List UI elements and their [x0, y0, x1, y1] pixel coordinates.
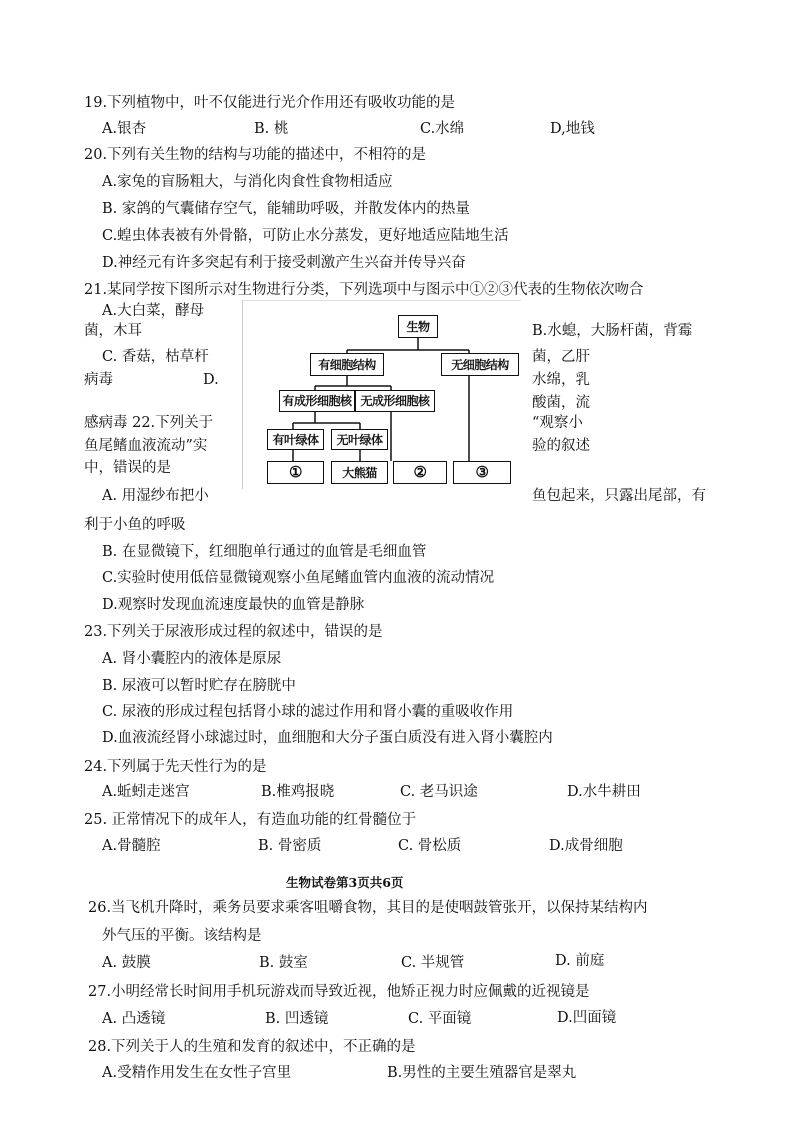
q21-left-line-6: 鱼尾鳍血液流动”实 — [84, 438, 208, 454]
q22-option-a-continued: 利于小鱼的呼吸 — [84, 517, 186, 533]
q26-option-c: C. 半规管 — [401, 955, 465, 971]
q21-left-line-3: C. 香菇，枯草杆 — [102, 349, 209, 365]
q23-option-a: A. 肾小囊腔内的液体是原尿 — [102, 651, 282, 667]
q24-option-b: B.椎鸡报晓 — [261, 784, 335, 800]
q27-option-d: D.凹面镜 — [557, 1010, 617, 1026]
q20-option-a: A.家兔的盲肠粗大，与消化肉食性食物相适应 — [102, 174, 393, 190]
q25-option-a: A.骨髓腔 — [102, 838, 161, 854]
q22-option-a-right: 鱼包起来，只露出尾部，有 — [532, 488, 706, 504]
q21-left-line-2: 菌，木耳 — [84, 323, 142, 339]
node-nucleated: 有成形细胞核 — [279, 390, 355, 412]
q21-right-line-2: 菌，乙肝 — [532, 349, 590, 365]
q21-left-line-5: 感病毒 22.下列关于 — [84, 415, 214, 431]
q21-left-line-1: A.大白菜，酵母 — [102, 303, 205, 319]
q21-right-line-1: B.水螅，大肠杆菌，背霉 — [532, 323, 693, 339]
node-cellular: 有细胞结构 — [310, 353, 384, 376]
q22-option-b: B. 在显微镜下，红细胞单行通过的血管是毛细血管 — [102, 544, 427, 560]
leaf-3: ③ — [453, 461, 511, 484]
q19-stem: 19.下列植物中，叶不仅能进行光介作用还有吸收功能的是 — [84, 95, 456, 111]
q20-option-d: D.神经元有许多突起有利于接受刺激产生兴奋并传导兴奋 — [102, 255, 466, 271]
q19-option-d: D,地钱 — [550, 121, 595, 137]
node-acellular: 无细胞结构 — [441, 353, 519, 376]
q26-stem-continued: 外气压的平衡。该结构是 — [102, 928, 262, 944]
node-organism: 生物 — [398, 315, 438, 338]
q19-option-c: C.水绵 — [420, 121, 465, 137]
q24-stem: 24.下列属于先天性行为的是 — [84, 759, 267, 775]
q21-right-line-4: 酸菌，流 — [532, 395, 590, 411]
leaf-giant-panda: 大熊猫 — [331, 461, 388, 484]
q26-option-a: A. 鼓膜 — [102, 955, 151, 971]
q28-stem: 28.下列关于人的生殖和发育的叙述中，不正确的是 — [88, 1039, 416, 1055]
leaf-1: ① — [267, 461, 324, 484]
q24-option-a: A.蚯蚓走迷宫 — [102, 784, 190, 800]
q28-option-a: A.受精作用发生在女性子宫里 — [102, 1065, 292, 1081]
q27-option-a: A. 凸透镜 — [102, 1011, 166, 1027]
q19-option-a: A.银杏 — [102, 121, 147, 137]
q21-stem: 21.某同学按下图所示对生物进行分类，下列选项中与图示中①②③代表的生物依次吻合 — [84, 282, 644, 298]
q26-option-b: B. 鼓室 — [259, 955, 308, 971]
q23-option-d: D.血液流经肾小球滤过时，血细胞和大分子蛋白质没有进入肾小囊腔内 — [102, 730, 553, 746]
q19-option-b: B. 桃 — [254, 121, 289, 137]
node-no-chloroplast: 无叶绿体 — [331, 429, 388, 450]
q25-stem: 25. 正常情况下的成年人，有造血功能的红骨髓位于 — [84, 812, 417, 828]
q21-left-line-7: 中，错误的是 — [84, 460, 171, 476]
q20-option-b: B. 家鸽的气囊储存空气，能辅助呼吸，并散发体内的热量 — [102, 201, 470, 217]
q21-left-line-4: 病毒 — [84, 372, 113, 388]
classification-diagram — [242, 300, 521, 489]
q21-right-line-5: “观察小 — [532, 415, 583, 431]
q21-right-line-6: 验的叙述 — [532, 438, 590, 454]
node-non-nucleated: 无成形细胞核 — [355, 390, 435, 412]
q27-option-b: B. 凹透镜 — [265, 1011, 329, 1027]
q25-option-d: D.成骨细胞 — [549, 838, 623, 854]
q23-stem: 23.下列关于尿液形成过程的叙述中，错误的是 — [84, 624, 383, 640]
q27-stem: 27.小明经常长时间用手机玩游戏而导致近视，他矫正视力时应佩戴的近视镜是 — [88, 984, 590, 1000]
q27-option-c: C. 平面镜 — [408, 1011, 472, 1027]
q22-option-c: C.实验时使用低倍显微镜观察小鱼尾鳍血管内血液的流动情况 — [102, 570, 495, 586]
q21-right-line-3: 水绵，乳 — [532, 372, 590, 388]
q22-option-a-left: A. 用湿纱布把小 — [102, 488, 209, 504]
q23-option-c: C. 尿液的形成过程包括肾小球的滤过作用和肾小囊的重吸收作用 — [102, 704, 514, 720]
q28-option-b: B.男性的主要生殖器官是翠丸 — [387, 1065, 577, 1081]
q20-option-c: C.蝗虫体表被有外骨骼，可防止水分蒸发，更好地适应陆地生活 — [102, 228, 509, 244]
q25-option-b: B. 骨密质 — [258, 838, 322, 854]
q22-option-d: D.观察时发现血流速度最快的血管是静脉 — [102, 597, 365, 613]
q26-stem: 26.当飞机升降时，乘务员要求乘客咀嚼食物，其目的是使咽鼓管张开，以保持某结构内 — [88, 900, 648, 916]
q21-left-line-4b: D. — [203, 372, 219, 388]
q25-option-c: C. 骨松质 — [398, 838, 462, 854]
page-footer: 生物试卷第3页共6页 — [286, 875, 404, 890]
q24-option-d: D.水牛耕田 — [567, 784, 641, 800]
q26-option-d: D. 前庭 — [555, 953, 605, 969]
q20-stem: 20.下列有关生物的结构与功能的描述中，不相符的是 — [84, 147, 427, 163]
leaf-2: ② — [393, 461, 447, 484]
node-chloroplast: 有叶绿体 — [267, 429, 324, 450]
q23-option-b: B. 尿液可以暂时贮存在膀胱中 — [102, 678, 296, 694]
q24-option-c: C. 老马识途 — [400, 784, 478, 800]
